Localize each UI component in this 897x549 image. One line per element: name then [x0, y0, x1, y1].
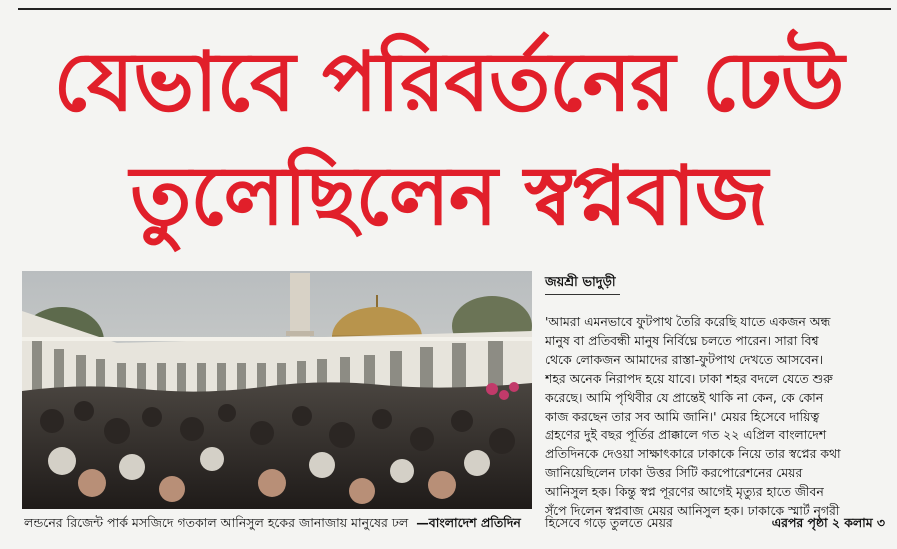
headline-line-2: তুলেছিলেন স্বপ্নবাজ	[130, 149, 767, 244]
article-body	[545, 313, 885, 529]
body-line: করেছে। আমি পৃথিবীর যে প্রান্তেই থাকি না কেন, কে কোন	[545, 389, 824, 405]
body-line: শহর অনেক নিরাপদ হয়ে যাবে। ঢাকা শহর বদলে যেতে শুরু	[545, 370, 833, 386]
body-line: গ্রহণের দুই বছর পূর্তির প্রাক্কালে গত ২২ এপ্রিল বাংলাদেশ	[545, 427, 827, 443]
body-line: জানিয়েছিলেন ঢাকা উত্তর সিটি করপোরেশনের মেয়র	[545, 465, 803, 481]
headline-line-1: যেভাবে পরিবর্তনের ঢেউ	[53, 35, 844, 130]
jump-reference: এরপর পৃষ্ঠা ২ কলাম ৩	[771, 515, 885, 530]
continuation-line	[545, 511, 885, 535]
photo-caption	[24, 511, 534, 535]
news-photo	[22, 271, 532, 509]
mosque-funeral-crowd-photo	[22, 271, 532, 509]
body-line: থেকে লোকজন আমাদের রাস্তা-ফুটপাথ দেখতে আসবেন।	[545, 351, 824, 367]
body-line: 'আমরা এমনভাবে ফুটপাথ তৈরি করেছি যাতে একজন অন্ধ	[545, 314, 831, 329]
byline-rule	[545, 294, 620, 295]
byline: জয়শ্রী ভাদুড়ী	[545, 275, 616, 290]
caption-credit: —বাংলাদেশ প্রতিদিন	[416, 515, 521, 530]
body-line: প্রতিদিনকে দেওয়া সাক্ষাৎকারে ঢাকাকে নিয়ে তার স্বপ্নের কথা	[545, 446, 841, 462]
continuation-text: হিসেবে গড়ে তুলতে মেয়র	[545, 515, 673, 530]
body-line: সঁপে দিলেন স্বপ্নবাজ মেয়র আনিসুল হক। ঢাকাকে স্মার্ট নগরী	[545, 503, 840, 519]
top-rule	[18, 8, 891, 10]
caption-text: লন্ডনের রিজেন্ট পার্ক মসজিদে গতকাল আনিসুল হকের জানাজায় মানুষের ঢল	[24, 515, 409, 530]
body-line: কাজ করছেন তার সব আমি জানি।' মেয়র হিসেবে দায়িত্ব	[545, 408, 820, 424]
body-line: আনিসুল হক। কিন্তু স্বপ্ন পূরণের আগেই মৃত্যুর হাতে জীবন	[545, 484, 824, 500]
body-line: মানুষ বা প্রতিবন্ধী মানুষ নির্বিঘ্নে চলতে পারেন। সারা বিশ্ব	[545, 332, 819, 348]
